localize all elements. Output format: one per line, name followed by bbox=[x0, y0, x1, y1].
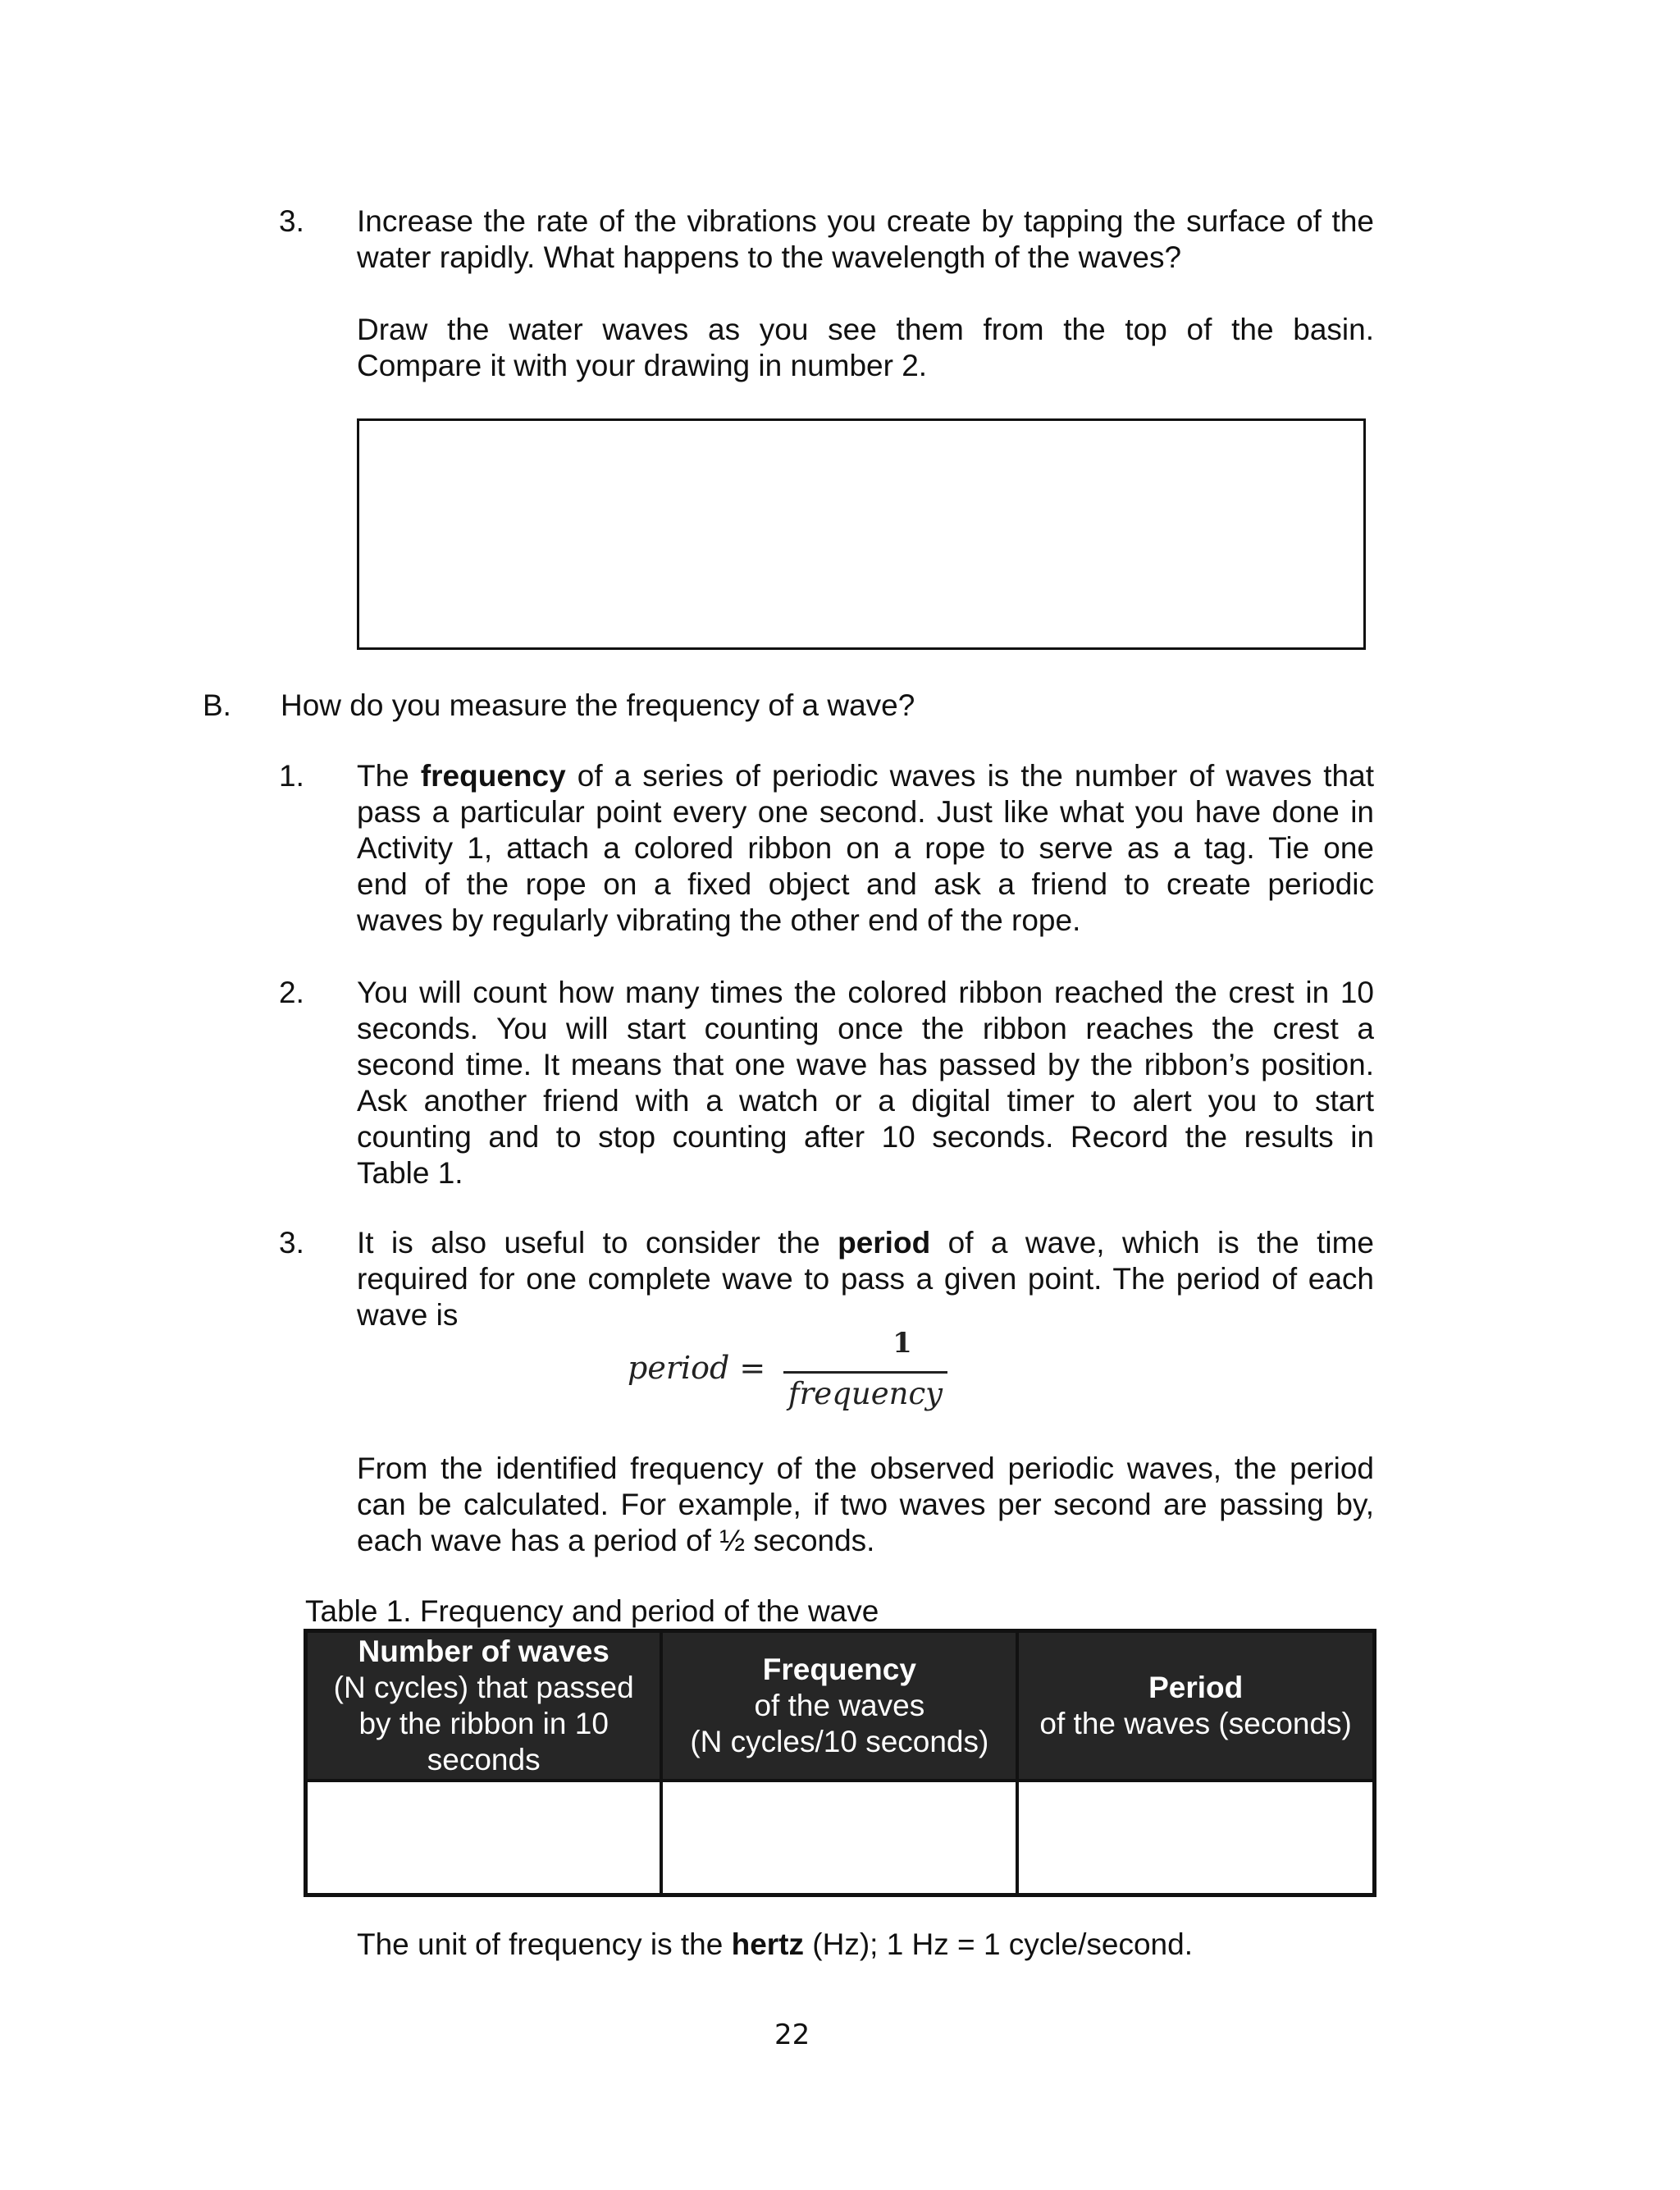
step-1-bold-term: frequency bbox=[420, 759, 566, 793]
formula-fraction-bar bbox=[783, 1371, 947, 1374]
header-1-bold: Number of waves bbox=[358, 1634, 609, 1668]
step-3-explanation bbox=[357, 1451, 1374, 1559]
cell-number-of-waves[interactable] bbox=[306, 1781, 661, 1895]
step-1-line-2: pass a particular point every one second. Just like what you have done in bbox=[357, 795, 1374, 829]
step-3-text bbox=[357, 1225, 1374, 1333]
item-3-draw-instruction bbox=[357, 312, 1374, 384]
section-b-question: How do you measure the frequency of a wave? bbox=[281, 688, 915, 722]
step-3-line-2: required for one complete wave to pass a given point. The period of each bbox=[357, 1262, 1374, 1296]
header-2-line-3: (N cycles/10 seconds) bbox=[690, 1725, 989, 1758]
item-3-line-2: water rapidly. What happens to the wavelength of the waves? bbox=[357, 240, 1182, 274]
step-2-line-2: seconds. You will start counting once the ribbon reaches the crest a bbox=[357, 1012, 1374, 1045]
step-3-bold-term: period bbox=[838, 1226, 931, 1260]
step-3-after-line-2: can be calculated. For example, if two waves per second are passing by, bbox=[357, 1488, 1374, 1521]
step-1-line-3: Activity 1, attach a colored ribbon on a rope to serve as a tag. Tie one bbox=[357, 831, 1374, 865]
formula-numerator: 1 bbox=[892, 1327, 912, 1360]
step-3-line-1 bbox=[357, 1225, 1374, 1261]
step-3-number: 3. bbox=[279, 1226, 304, 1260]
drawing-box[interactable] bbox=[357, 418, 1366, 650]
item-3-draw-line-2: Compare it with your drawing in number 2. bbox=[357, 349, 928, 382]
step-2-text bbox=[357, 975, 1374, 1191]
step-1-text bbox=[357, 758, 1374, 939]
cell-period[interactable] bbox=[1017, 1781, 1374, 1895]
step-1-line-5: waves by regularly vibrating the other end of the rope. bbox=[357, 903, 1081, 937]
step-1-pre: The bbox=[357, 759, 421, 793]
header-period bbox=[1017, 1631, 1374, 1781]
unit-note-pre: The unit of frequency is the bbox=[357, 1927, 732, 1961]
header-1-line-3: by the ribbon in 10 bbox=[358, 1707, 609, 1740]
step-3-line-1-rest: of a wave, which is the time bbox=[930, 1226, 1374, 1260]
step-2-line-4: Ask another friend with a watch or a digital timer to alert you to start bbox=[357, 1084, 1374, 1118]
step-2-line-3: second time. It means that one wave has passed by the ribbon’s position. bbox=[357, 1048, 1374, 1081]
step-3-pre: It is also useful to consider the bbox=[357, 1226, 838, 1260]
cell-frequency[interactable] bbox=[661, 1781, 1017, 1895]
header-3-line-2: of the waves (seconds) bbox=[1039, 1707, 1352, 1740]
header-1-line-2: (N cycles) that passed bbox=[333, 1671, 634, 1704]
step-1-number: 1. bbox=[279, 759, 304, 793]
unit-note bbox=[357, 1927, 1193, 1963]
step-3-after-line-1: From the identified frequency of the observed periodic waves, the period bbox=[357, 1452, 1374, 1485]
period-formula bbox=[628, 1325, 956, 1415]
step-2-number: 2. bbox=[279, 976, 304, 1009]
table-1-caption: Table 1. Frequency and period of the wave bbox=[305, 1594, 879, 1628]
step-2-line-1: You will count how many times the colored ribbon reached the crest in 10 bbox=[357, 976, 1374, 1009]
table-1 bbox=[304, 1629, 1376, 1897]
header-3-bold: Period bbox=[1148, 1671, 1244, 1704]
section-b-letter: B. bbox=[203, 688, 231, 722]
step-1-line-1-rest: of a series of periodic waves is the number of waves that bbox=[565, 759, 1374, 793]
item-3-line-1: Increase the rate of the vibrations you create by tapping the surface of the bbox=[357, 204, 1374, 238]
header-number-of-waves bbox=[306, 1631, 661, 1781]
unit-note-bold: hertz bbox=[731, 1927, 804, 1961]
unit-note-post: (Hz); 1 Hz = 1 cycle/second. bbox=[804, 1927, 1193, 1961]
header-frequency bbox=[661, 1631, 1017, 1781]
step-3-line-3: wave is bbox=[357, 1298, 459, 1332]
formula-lhs: period = bbox=[628, 1350, 766, 1386]
step-2-line-5: counting and to stop counting after 10 seconds. Record the results in bbox=[357, 1120, 1374, 1154]
table-row bbox=[306, 1781, 1374, 1895]
step-1-line-1 bbox=[357, 758, 1374, 794]
item-3-draw-line-1: Draw the water waves as you see them from the top of the basin. bbox=[357, 313, 1374, 346]
step-3-after-line-3: each wave has a period of ½ seconds. bbox=[357, 1524, 875, 1557]
header-2-line-2: of the waves bbox=[754, 1689, 925, 1722]
step-2-line-6: Table 1. bbox=[357, 1156, 463, 1190]
item-3-number: 3. bbox=[279, 204, 304, 238]
item-3-instruction bbox=[357, 203, 1374, 276]
header-2-bold: Frequency bbox=[762, 1653, 916, 1686]
page-number: 22 bbox=[774, 2019, 810, 2051]
table-header-row bbox=[306, 1631, 1374, 1781]
step-1-line-4: end of the rope on a fixed object and ask a friend to create periodic bbox=[357, 867, 1374, 901]
formula-denominator: frequency bbox=[788, 1376, 943, 1411]
header-1-line-4: seconds bbox=[427, 1743, 541, 1776]
